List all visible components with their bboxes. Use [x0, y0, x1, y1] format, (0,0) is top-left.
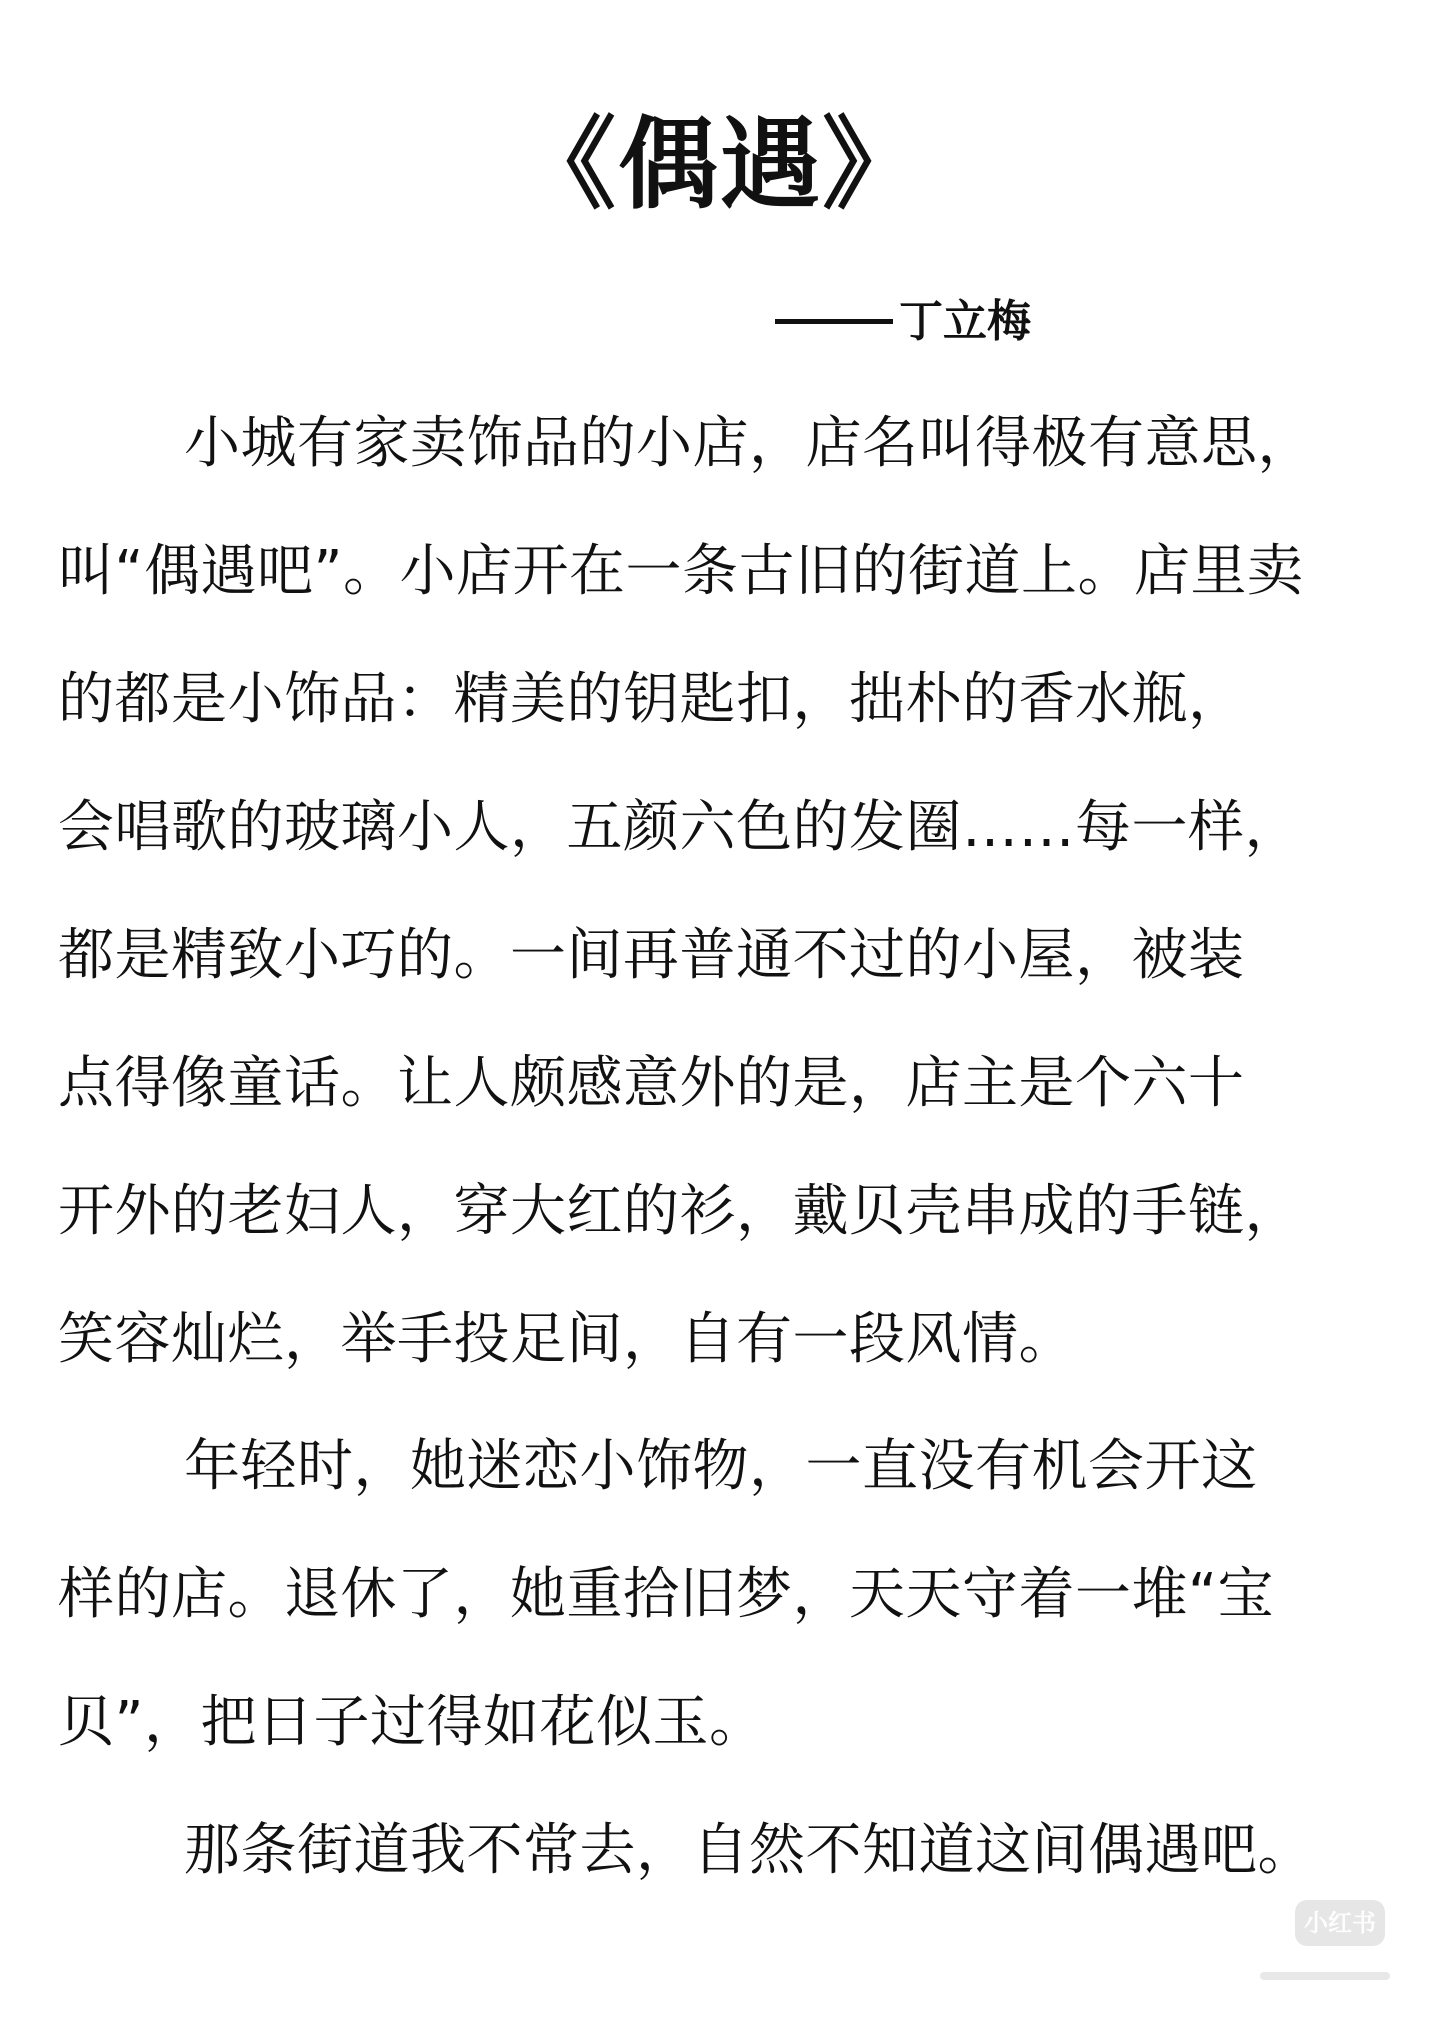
text-line: 贝”，把日子过得如花似玉。 [58, 1690, 766, 1755]
text-line: 开外的老妇人，穿大红的衫，戴贝壳串成的手链， [58, 1179, 1301, 1244]
text-line: 那条街道我不常去，自然不知道这间偶遇吧。 [184, 1818, 1314, 1883]
text-line: 的都是小饰品：精美的钥匙扣，拙朴的香水瓶， [58, 667, 1245, 732]
text-line: 笑容灿烂，举手投足间，自有一段风情。 [58, 1307, 1075, 1372]
text-line: 年轻时，她迷恋小饰物，一直没有机会开这 [184, 1434, 1258, 1499]
text-line: 点得像童话。让人颇感意外的是，店主是个六十 [58, 1051, 1245, 1116]
author-dash [775, 319, 893, 324]
text-line: 叫“偶遇吧”。小店开在一条古旧的街道上。店里卖 [58, 539, 1304, 604]
text-line: 样的店。退休了，她重拾旧梦，天天守着一堆“宝 [58, 1562, 1275, 1627]
author-line [775, 292, 1031, 352]
watermark-bar [1260, 1972, 1390, 1980]
paragraph-2 [58, 1403, 1388, 1787]
text-line: 都是精致小巧的。一间再普通不过的小屋，被装 [58, 923, 1245, 988]
essay-title: 《偶遇》 [516, 106, 924, 223]
author-name: 丁立梅 [899, 296, 1031, 347]
paragraph-3 [58, 1787, 1388, 1915]
paragraph-1 [58, 380, 1388, 1404]
watermark-logo: 小红书 [1295, 1900, 1385, 1946]
text-line: 会唱歌的玻璃小人，五颜六色的发圈……每一样， [58, 795, 1301, 860]
text-line: 小城有家卖饰品的小店，店名叫得极有意思， [184, 411, 1314, 476]
